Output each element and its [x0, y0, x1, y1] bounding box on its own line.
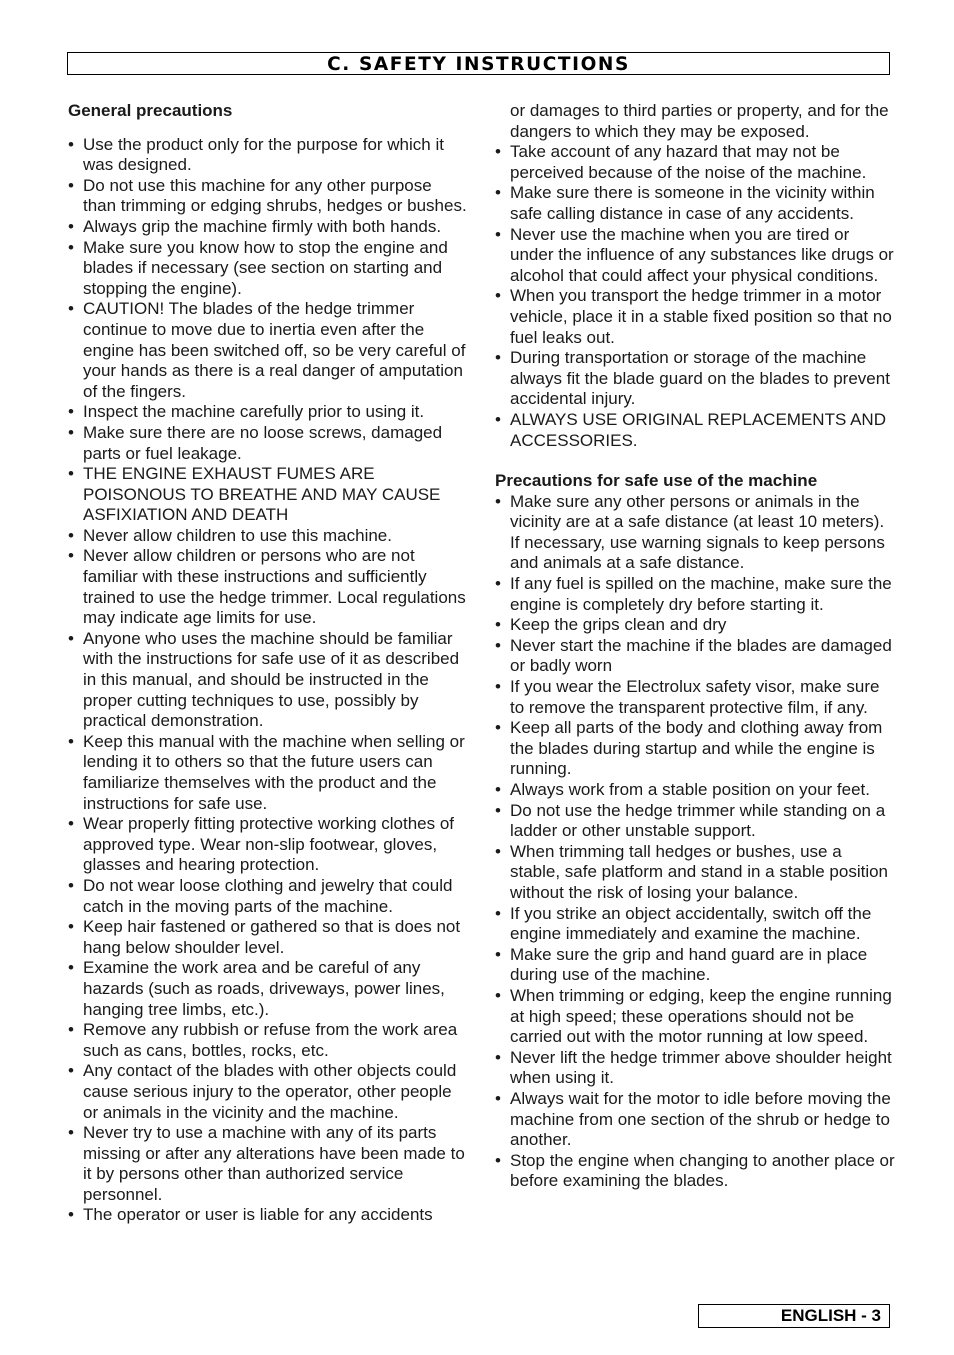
list-item: • Make sure the grip and hand guard are in place during use of the machine.	[495, 945, 895, 986]
general-precautions-list-continued	[495, 142, 895, 451]
safe-use-heading: Precautions for safe use of the machine	[495, 471, 818, 491]
list-item: • Do not wear loose clothing and jewelry that could catch in the moving parts of the machine.	[68, 876, 468, 917]
list-item: • Do not use this machine for any other purpose than trimming or edging shrubs, hedges or bushes.	[68, 176, 468, 217]
safe-use-list	[495, 492, 895, 1192]
list-item: • Make sure there is someone in the vicinity within safe calling distance in case of any accidents.	[495, 183, 895, 224]
list-item: • When trimming tall hedges or bushes, use a stable, safe platform and stand in a stable position without the risk of losing your balance.	[495, 842, 895, 904]
list-item: • If you strike an object accidentally, switch off the engine immediately and examine the machine.	[495, 904, 895, 945]
list-item: • When trimming or edging, keep the engine running at high speed; these operations should not be carried out with the motor running at low speed.	[495, 986, 895, 1048]
list-item: • Use the product only for the purpose for which it was designed.	[68, 135, 468, 176]
list-item: • Inspect the machine carefully prior to using it.	[68, 402, 468, 423]
right-column	[495, 101, 895, 1192]
list-item: • Never start the machine if the blades are damaged or badly worn	[495, 636, 895, 677]
list-item: • Make sure any other persons or animals in the vicinity are at a safe distance (at least 10 meters). If necessary, use warning signals to keep persons and animals at a safe distance.	[495, 492, 895, 574]
list-item: • Keep the grips clean and dry	[495, 615, 895, 636]
continued-paragraph: or damages to third parties or property, and for the dangers to which they may be exposed.	[510, 101, 889, 141]
list-item: • Never allow children or persons who are not familiar with these instructions and sufficiently trained to use the hedge trimmer. Local regulations may indicate age limits for use.	[68, 546, 468, 628]
list-item: • Always wait for the motor to idle before moving the machine from one section of the shrub or hedge to another.	[495, 1089, 895, 1151]
list-item: • Keep hair fastened or gathered so that is does not hang below shoulder level.	[68, 917, 468, 958]
list-item: • The operator or user is liable for any accidents	[68, 1205, 468, 1226]
list-item: • If any fuel is spilled on the machine, make sure the engine is completely dry before starting it.	[495, 574, 895, 615]
list-item: • THE ENGINE EXHAUST FUMES ARE POISONOUS TO BREATHE AND MAY CAUSE ASFIXIATION AND DEATH	[68, 464, 468, 526]
page-number-label: ENGLISH - 3	[780, 1306, 881, 1325]
list-item: • ALWAYS USE ORIGINAL REPLACEMENTS AND ACCESSORIES.	[495, 410, 895, 451]
general-precautions-list	[68, 135, 468, 1226]
list-item: • Always grip the machine firmly with both hands.	[68, 217, 468, 238]
list-item: • Wear properly fitting protective working clothes of approved type. Wear non-slip footwear, gloves, glasses and hearing protection.	[68, 814, 468, 876]
list-item: • Never allow children to use this machine.	[68, 526, 468, 547]
list-item: • If you wear the Electrolux safety visor, make sure to remove the transparent protective film, if any.	[495, 677, 895, 718]
list-item: • Never try to use a machine with any of its parts missing or after any alterations have been made to it by persons other than authorized service personnel.	[68, 1123, 468, 1205]
general-precautions-heading: General precautions	[68, 101, 233, 120]
page-footer	[698, 1304, 890, 1328]
list-item: • Take account of any hazard that may not be perceived because of the noise of the machine.	[495, 142, 895, 183]
list-item: • Any contact of the blades with other objects could cause serious injury to the operator, other people or animals in the vicinity and the machine.	[68, 1061, 468, 1123]
left-column	[68, 101, 468, 1226]
list-item: • During transportation or storage of the machine always fit the blade guard on the blades to prevent accidental injury.	[495, 348, 895, 410]
section-header	[67, 52, 890, 75]
list-item: • Never use the machine when you are tired or under the influence of any substances like drugs or alcohol that could affect your physical conditions.	[495, 225, 895, 287]
list-item: • Make sure you know how to stop the engine and blades if necessary (see section on starting and stopping the engine).	[68, 238, 468, 300]
list-item: • Stop the engine when changing to another place or before examining the blades.	[495, 1151, 895, 1192]
list-item: • Make sure there are no loose screws, damaged parts or fuel leakage.	[68, 423, 468, 464]
section-title: C. SAFETY INSTRUCTIONS	[327, 54, 630, 75]
list-item: • Always work from a stable position on your feet.	[495, 780, 895, 801]
list-item: • Anyone who uses the machine should be familiar with the instructions for safe use of it as described in this manual, and should be instructed in the proper cutting techniques to use, possibly by practical demonstration.	[68, 629, 468, 732]
list-item: • Do not use the hedge trimmer while standing on a ladder or other unstable support.	[495, 801, 895, 842]
list-item: • Keep this manual with the machine when selling or lending it to others so that the future users can familiarize themselves with the product and the instructions for safe use.	[68, 732, 468, 814]
list-item: • CAUTION! The blades of the hedge trimmer continue to move due to inertia even after the engine has been switched off, so be very careful of your hands as there is a real danger of amputation of the fingers.	[68, 299, 468, 402]
list-item: • Remove any rubbish or refuse from the work area such as cans, bottles, rocks, etc.	[68, 1020, 468, 1061]
list-item: • Never lift the hedge trimmer above shoulder height when using it.	[495, 1048, 895, 1089]
list-item: • Examine the work area and be careful of any hazards (such as roads, driveways, power lines, hanging tree limbs, etc.).	[68, 958, 468, 1020]
list-item: • Keep all parts of the body and clothing away from the blades during startup and while the engine is running.	[495, 718, 895, 780]
list-item: • When you transport the hedge trimmer in a motor vehicle, place it in a stable fixed position so that no fuel leaks out.	[495, 286, 895, 348]
